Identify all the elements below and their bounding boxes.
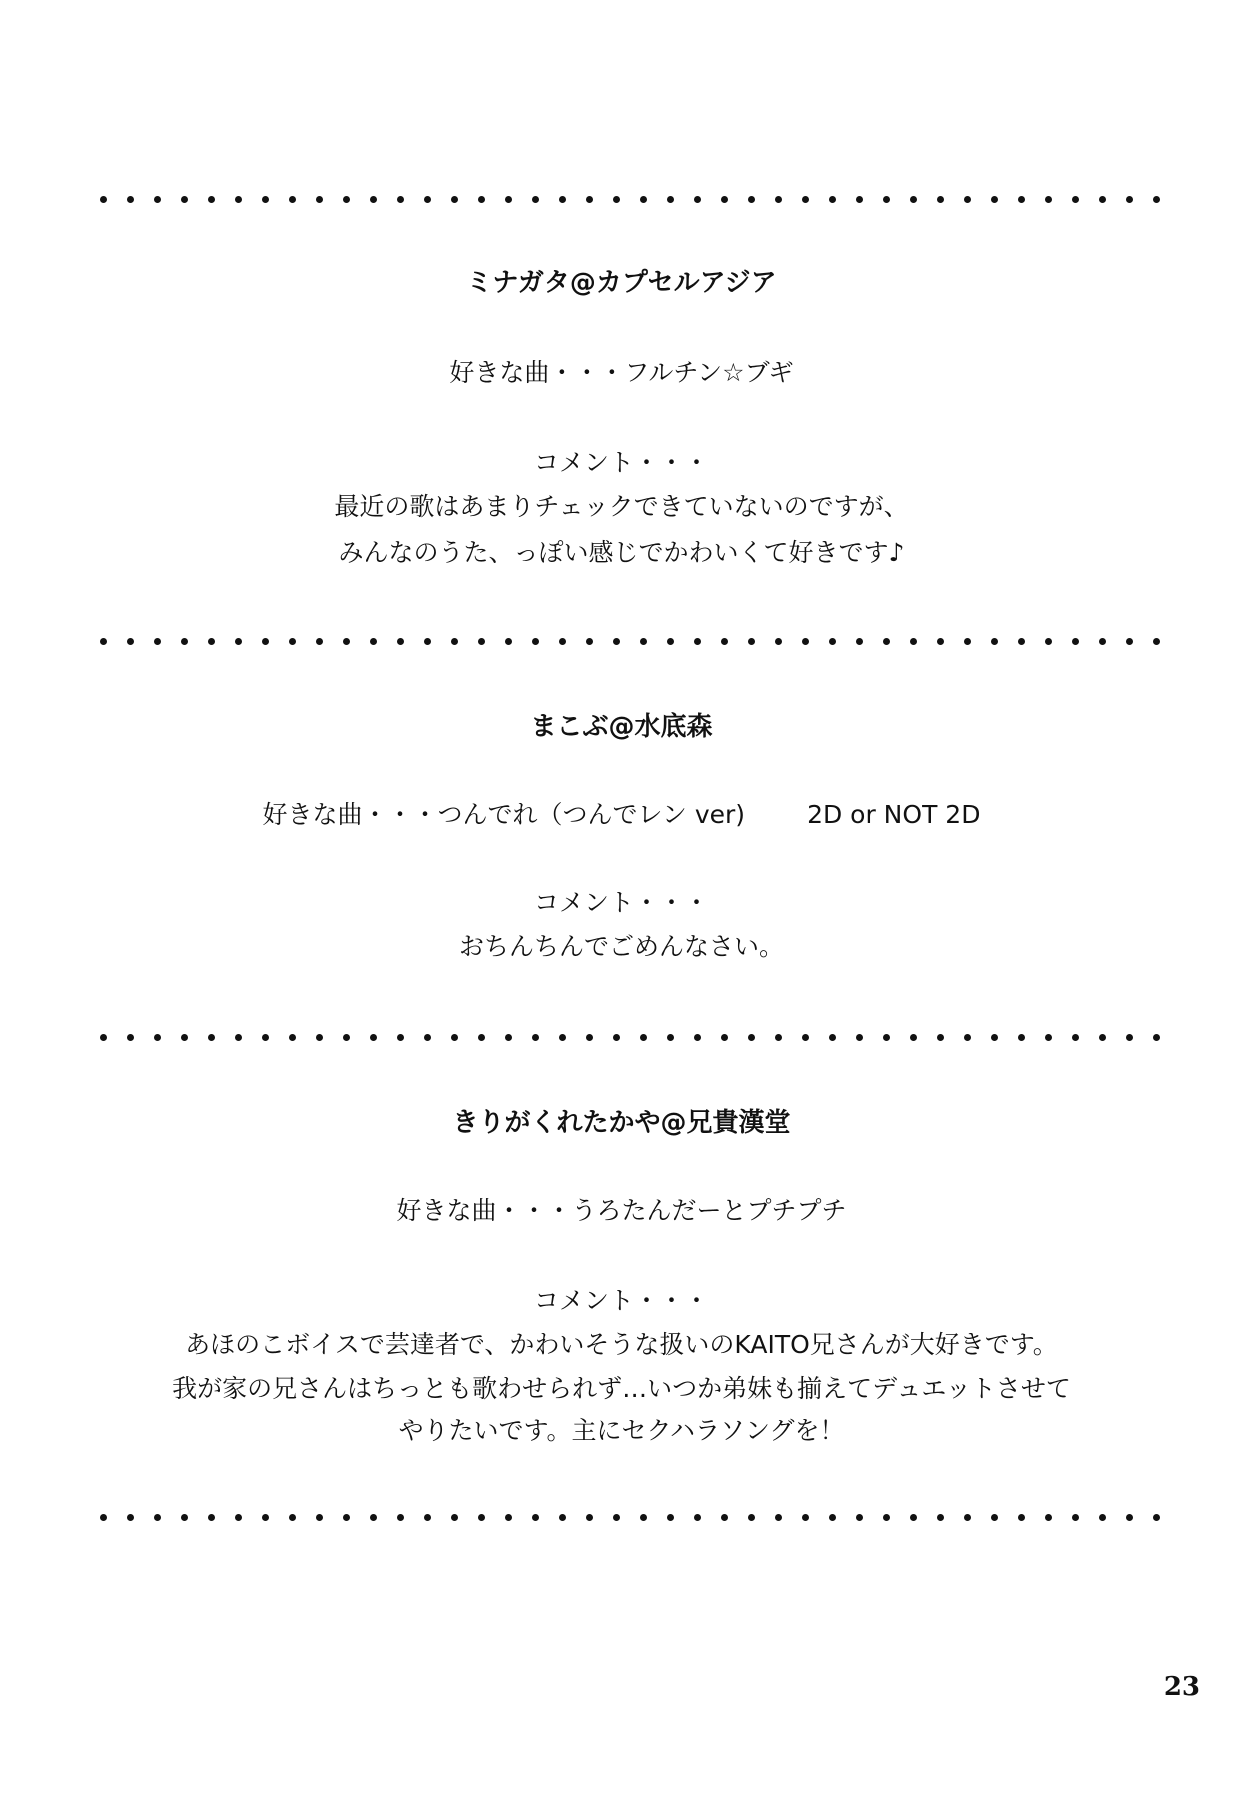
divider-dot	[1126, 196, 1133, 203]
divider-dot	[775, 638, 782, 645]
divider-dot	[1045, 1034, 1052, 1041]
divider-dot	[370, 196, 377, 203]
divider-dot	[451, 196, 458, 203]
divider-dot	[721, 638, 728, 645]
divider-dot	[370, 1034, 377, 1041]
divider-dot	[667, 1034, 674, 1041]
divider-dot	[991, 638, 998, 645]
divider-dot	[802, 196, 809, 203]
divider-dot	[181, 196, 188, 203]
divider-dot	[100, 196, 107, 203]
divider-dot	[208, 638, 215, 645]
divider-dot	[100, 638, 107, 645]
divider-dot	[937, 1034, 944, 1041]
divider-dot	[289, 1034, 296, 1041]
divider-dot	[721, 1034, 728, 1041]
divider-dot	[1126, 638, 1133, 645]
divider-dot	[478, 1514, 485, 1521]
divider-dot	[1099, 1514, 1106, 1521]
divider-dot	[154, 1034, 161, 1041]
favorite-song: 好きな曲・・・フルチン☆ブギ	[449, 358, 794, 387]
divider-dot	[505, 1514, 512, 1521]
divider-dot	[694, 196, 701, 203]
divider-dot	[262, 1034, 269, 1041]
divider-dot	[775, 1034, 782, 1041]
divider-dot	[451, 1034, 458, 1041]
divider-dot	[640, 638, 647, 645]
divider-dot	[1018, 196, 1025, 203]
divider-dot	[397, 638, 404, 645]
divider-dot	[235, 196, 242, 203]
divider-dot	[883, 1034, 890, 1041]
dotted-divider	[100, 194, 1160, 204]
comment-line: 我が家の兄さんはちっとも歌わせられず…いつか弟妹も揃えてデュエットさせて	[172, 1374, 1071, 1403]
divider-dot	[451, 638, 458, 645]
divider-dot	[1045, 638, 1052, 645]
divider-dot	[910, 1514, 917, 1521]
divider-dot	[397, 1514, 404, 1521]
divider-dot	[910, 638, 917, 645]
divider-dot	[424, 638, 431, 645]
divider-dot	[667, 638, 674, 645]
divider-dot	[640, 1514, 647, 1521]
contributor-name: まこぶ@水底森	[530, 712, 713, 742]
divider-dot	[208, 1034, 215, 1041]
divider-dot	[991, 1514, 998, 1521]
contributor-name: きりがくれたかや@兄貴漢堂	[452, 1108, 791, 1138]
contributor-name: ミナガタ@カプセルアジア	[466, 268, 777, 298]
divider-dot	[694, 1034, 701, 1041]
divider-dot	[424, 196, 431, 203]
divider-dot	[316, 1514, 323, 1521]
divider-dot	[829, 1034, 836, 1041]
divider-dot	[532, 1514, 539, 1521]
divider-dot	[586, 1034, 593, 1041]
divider-dot	[262, 1514, 269, 1521]
divider-dot	[1099, 638, 1106, 645]
divider-dot	[370, 1514, 377, 1521]
divider-dot	[829, 638, 836, 645]
divider-dot	[235, 638, 242, 645]
divider-dot	[478, 196, 485, 203]
divider-dot	[127, 1514, 134, 1521]
divider-dot	[559, 196, 566, 203]
divider-dot	[1072, 1034, 1079, 1041]
divider-dot	[856, 1514, 863, 1521]
divider-dot	[1099, 196, 1106, 203]
divider-dot	[883, 638, 890, 645]
divider-dot	[343, 1514, 350, 1521]
divider-dot	[910, 1034, 917, 1041]
divider-dot	[856, 638, 863, 645]
divider-dot	[667, 196, 674, 203]
divider-dot	[802, 1514, 809, 1521]
divider-dot	[748, 196, 755, 203]
divider-dot	[721, 196, 728, 203]
divider-dot	[775, 196, 782, 203]
divider-dot	[937, 638, 944, 645]
divider-dot	[937, 196, 944, 203]
divider-dot	[343, 196, 350, 203]
divider-dot	[181, 1034, 188, 1041]
divider-dot	[613, 1514, 620, 1521]
divider-dot	[937, 1514, 944, 1521]
divider-dot	[1126, 1514, 1133, 1521]
divider-dot	[343, 1034, 350, 1041]
divider-dot	[316, 196, 323, 203]
divider-dot	[316, 638, 323, 645]
divider-dot	[991, 1034, 998, 1041]
divider-dot	[424, 1514, 431, 1521]
divider-dot	[667, 1514, 674, 1521]
divider-dot	[424, 1034, 431, 1041]
divider-dot	[397, 196, 404, 203]
divider-dot	[559, 638, 566, 645]
favorite-song-row	[0, 798, 1243, 832]
divider-dot	[856, 196, 863, 203]
divider-dot	[883, 1514, 890, 1521]
divider-dot	[1153, 1514, 1160, 1521]
divider-dot	[613, 638, 620, 645]
divider-dot	[613, 1034, 620, 1041]
comment-label: コメント・・・	[533, 888, 709, 917]
divider-dot	[1153, 196, 1160, 203]
divider-dot	[1072, 196, 1079, 203]
divider-dot	[559, 1514, 566, 1521]
comment-line: みんなのうた、っぽい感じでかわいくて好きです♪	[338, 538, 905, 567]
divider-dot	[748, 1514, 755, 1521]
divider-dot	[721, 1514, 728, 1521]
divider-dot	[694, 1514, 701, 1521]
divider-dot	[1072, 1514, 1079, 1521]
divider-dot	[127, 196, 134, 203]
divider-dot	[100, 1514, 107, 1521]
divider-dot	[640, 196, 647, 203]
divider-dot	[235, 1034, 242, 1041]
divider-dot	[262, 196, 269, 203]
divider-dot	[532, 196, 539, 203]
divider-dot	[1045, 1514, 1052, 1521]
divider-dot	[127, 1034, 134, 1041]
divider-dot	[235, 1514, 242, 1521]
divider-dot	[1045, 196, 1052, 203]
divider-dot	[829, 196, 836, 203]
comment-line: おちんちんでごめんなさい。	[458, 932, 784, 961]
divider-dot	[1153, 1034, 1160, 1041]
favorite-song-extra: 2D or NOT 2D	[807, 800, 981, 829]
divider-dot	[289, 196, 296, 203]
comment-label: コメント・・・	[533, 1286, 709, 1315]
divider-dot	[532, 1034, 539, 1041]
divider-dot	[451, 1514, 458, 1521]
divider-dot	[1072, 638, 1079, 645]
divider-dot	[802, 1034, 809, 1041]
divider-dot	[1099, 1034, 1106, 1041]
divider-dot	[181, 1514, 188, 1521]
divider-dot	[154, 196, 161, 203]
divider-dot	[1018, 1034, 1025, 1041]
divider-dot	[397, 1034, 404, 1041]
divider-dot	[883, 196, 890, 203]
comment-line: やりたいです。主にセクハラソングを！	[398, 1416, 845, 1445]
divider-dot	[154, 638, 161, 645]
divider-dot	[748, 638, 755, 645]
divider-dot	[802, 638, 809, 645]
divider-dot	[1018, 638, 1025, 645]
page-number: 23	[1163, 1672, 1200, 1702]
dotted-divider	[100, 1032, 1160, 1042]
comment-line: あほのこボイスで芸達者で、かわいそうな扱いのKAITO兄さんが大好きです。	[185, 1330, 1058, 1359]
dotted-divider	[100, 1512, 1160, 1522]
comment-line: 最近の歌はあまりチェックできていないのですが、	[334, 492, 909, 521]
favorite-song: 好きな曲・・・つんでれ（つんでレン ver)	[262, 800, 746, 829]
divider-dot	[478, 1034, 485, 1041]
divider-dot	[964, 1514, 971, 1521]
divider-dot	[1126, 1034, 1133, 1041]
divider-dot	[964, 638, 971, 645]
divider-dot	[694, 638, 701, 645]
divider-dot	[370, 638, 377, 645]
divider-dot	[775, 1514, 782, 1521]
divider-dot	[856, 1034, 863, 1041]
divider-dot	[1153, 638, 1160, 645]
divider-dot	[505, 638, 512, 645]
divider-dot	[559, 1034, 566, 1041]
divider-dot	[154, 1514, 161, 1521]
divider-dot	[964, 1034, 971, 1041]
divider-dot	[586, 638, 593, 645]
comment-label: コメント・・・	[533, 448, 709, 477]
divider-dot	[586, 196, 593, 203]
divider-dot	[964, 196, 971, 203]
divider-dot	[100, 1034, 107, 1041]
divider-dot	[343, 638, 350, 645]
divider-dot	[829, 1514, 836, 1521]
divider-dot	[640, 1034, 647, 1041]
divider-dot	[289, 1514, 296, 1521]
divider-dot	[289, 638, 296, 645]
divider-dot	[910, 196, 917, 203]
favorite-song: 好きな曲・・・うろたんだーとプチプチ	[396, 1196, 847, 1225]
divider-dot	[505, 196, 512, 203]
divider-dot	[478, 638, 485, 645]
divider-dot	[613, 196, 620, 203]
divider-dot	[127, 638, 134, 645]
divider-dot	[208, 196, 215, 203]
divider-dot	[208, 1514, 215, 1521]
dotted-divider	[100, 636, 1160, 646]
divider-dot	[532, 638, 539, 645]
divider-dot	[262, 638, 269, 645]
divider-dot	[991, 196, 998, 203]
divider-dot	[748, 1034, 755, 1041]
divider-dot	[1018, 1514, 1025, 1521]
divider-dot	[181, 638, 188, 645]
divider-dot	[505, 1034, 512, 1041]
divider-dot	[586, 1514, 593, 1521]
divider-dot	[316, 1034, 323, 1041]
